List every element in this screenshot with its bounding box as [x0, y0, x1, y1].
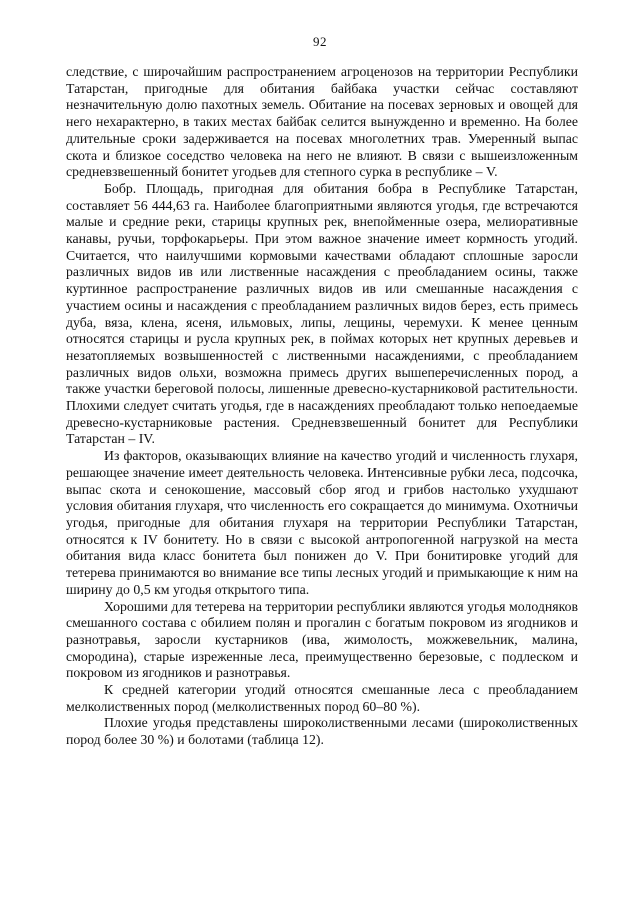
paragraph: Хорошими для тетерева на территории республики являются угодья молодняков смешанного состава с обилием полян и прогалин с богатым покровом из ягодников и разнотравья, заросли кустарников (ива, жимолость, можжевельник, малина, смородина), старые изреженные леса, преимущественно березовые, с подлеском и покровом из ягодников и разнотравья.: [66, 598, 578, 681]
paragraph: К средней категории угодий относятся смешанные леса с преобладанием мелколиственных пород (мелколиственных пород 60–80 %).: [66, 682, 578, 714]
paragraph: следствие, с широчайшим распространением агроценозов на территории Республики Татарстан, пригодные для обитания байбака участки сейчас составляют незначительную долю пахотных земель. Обитание на посевах зерновых и овощей для него нехарактерно, в таких местах байбак селится вынужденно и временно. На более длительные сроки задерживается на посевах многолетних трав. Умеренный выпас скота и близкое соседство человека на него не влияют. В связи с вышеизложенным средневзвешенный бонитет угодьев для степного сурка в республике – V.: [66, 64, 578, 180]
body-text: [66, 64, 578, 749]
page-number: 92: [313, 34, 327, 49]
paragraph: Из факторов, оказывающих влияние на качество угодий и численность глухаря, решающее значение имеет деятельность человека. Интенсивные рубки леса, подсочка, выпас скота и сенокошение, массовый сбор ягод и грибов настолько ухудшают условия обитания глухаря, что численность его сокращается до минимума. Охотничьи угодья, пригодные для обитания глухаря на территории Республики Татарстан, относятся к IV бонитету. Но в связи с высокой антропогенной нагрузкой на места обитания вида класс бонитета был понижен до V. При бонитировке угодий для тетерева принимаются во внимание все типы лесных угодий и примыкающие к ним на ширину до 0,5 км угодья открытого типа.: [66, 448, 578, 597]
paragraph: Плохие угодья представлены широколиственными лесами (широколиственных пород более 30 %) и болотами (таблица 12).: [66, 715, 578, 748]
paragraph: Бобр. Площадь, пригодная для обитания бобра в Республике Татарстан, составляет 56 444,63 га. Наиболее благоприятными являются угодья, где встречаются малые и средние реки, старицы крупных рек, внепойменные озера, мелиоративные канавы, ручьи, торфокарьеры. При этом важное значение имеет кормность угодий. Считается, что наилучшими кормовыми качествами обладают сплошные заросли различных видов ив или лиственные насаждения с преобладанием осины, также куртинное распространение различных видов ив или смешанные насаждения с участием осины и насаждения с преобладанием различных видов берез, есть примесь дуба, вяза, клена, ясеня, ильмовых, липы, лещины, черемухи. К менее ценным относятся старицы и русла крупных рек, в поймах которых нет крупных деревьев и незатопляемых возвышенностей с лиственными насаждениями, с преобладанием различных видов ольхи, возможна примесь других вышеперечисленных пород, а также участки береговой полосы, лишенные древесно-кустарниковой растительности. Плохими следует считать угодья, где в насаждениях преобладают только непоедаемые древесно-кустарниковые растения. Средневзвешенный бонитет для Республики Татарстан – IV.: [66, 180, 578, 447]
